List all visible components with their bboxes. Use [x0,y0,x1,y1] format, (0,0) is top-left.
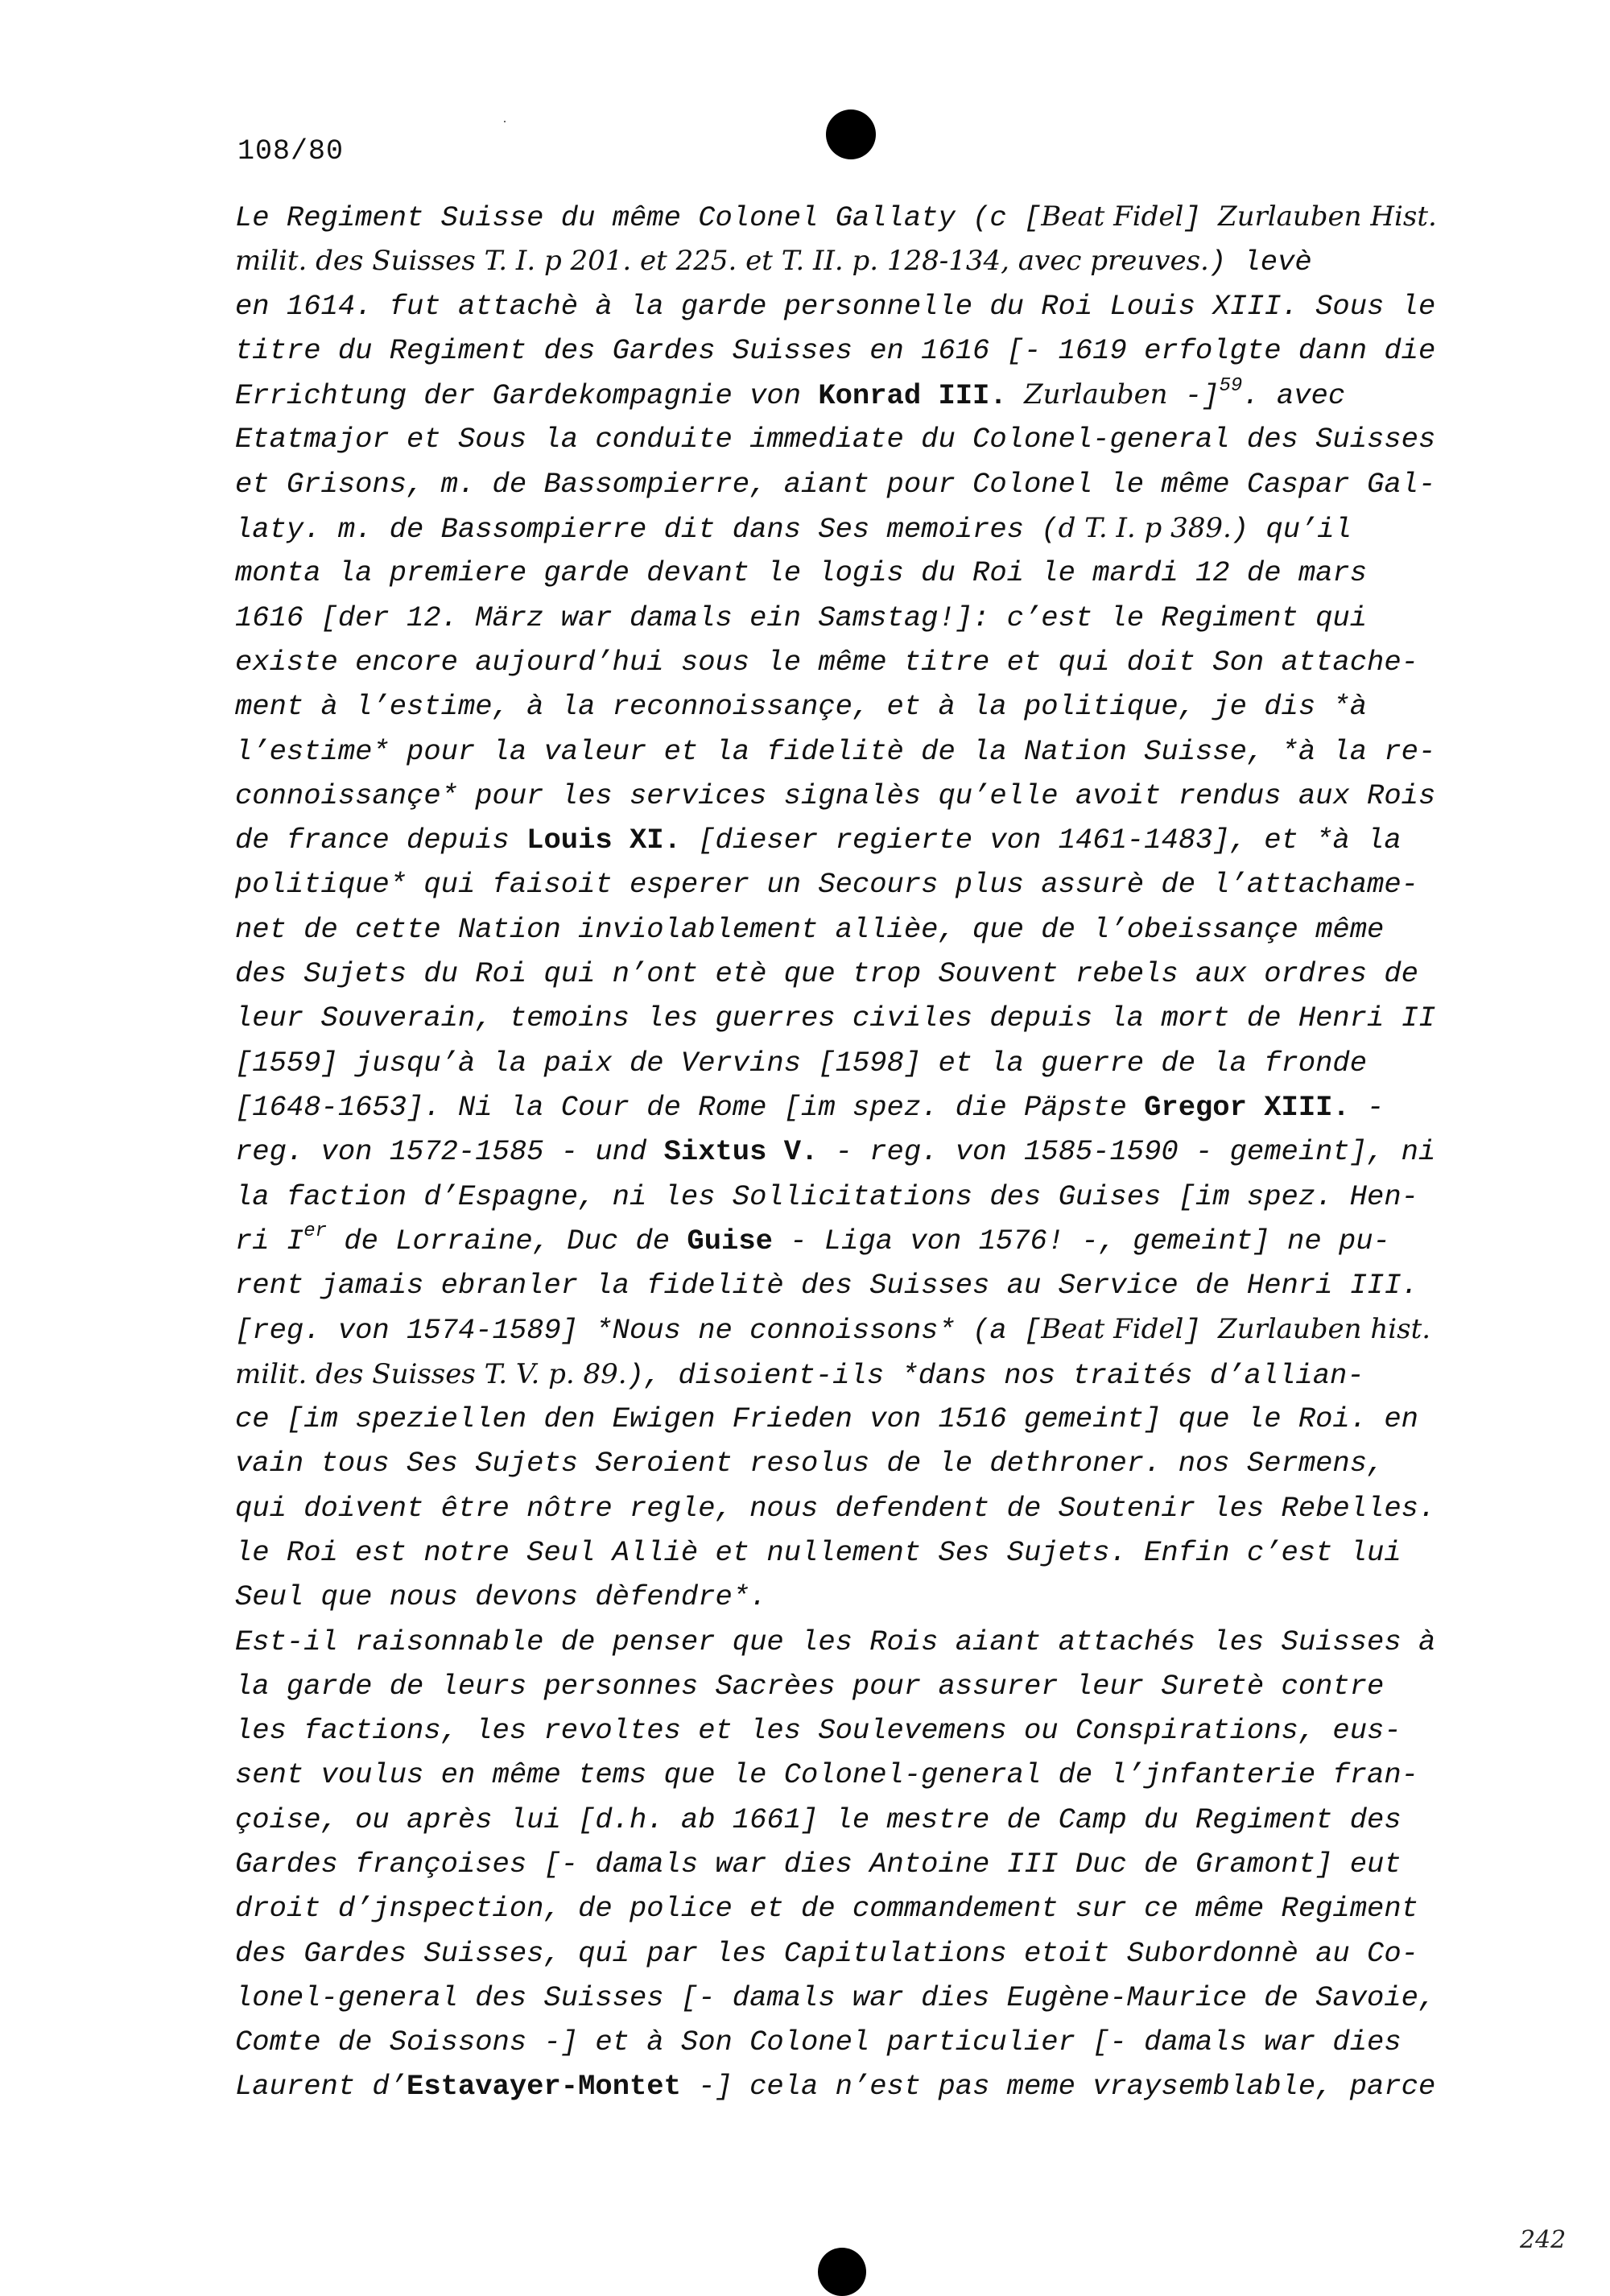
text-line [235,1219,1475,1263]
text-run: laty. m. de Bassompierre dit dans Ses memoires ( [235,513,1059,547]
text-run: Seul que nous devons dèfendre*. [235,1580,767,1614]
bold-name: Gregor XIII. [1144,1090,1350,1124]
punch-hole-bottom [818,2248,866,2296]
text-line [235,239,1475,283]
text-line [235,328,1475,373]
text-line [235,1886,1475,1931]
text-line [235,1620,1475,1664]
text-run: ri I [235,1224,304,1257]
text-line [235,774,1475,818]
text-line [235,1486,1475,1530]
text-line [235,1708,1475,1753]
text-line [235,1976,1475,2020]
text-line [235,1753,1475,1797]
text-run: existe encore aujourd’hui sous le même titre et qui doit Son attache- [235,645,1418,679]
text-line [235,862,1475,906]
text-run: la faction d’Espagne, ni les Sollicitations des Guises [im spez. Hen- [235,1179,1418,1213]
bold-name: Sixtus V. [663,1135,819,1169]
text-run: çoise, ou après lui [d.h. ab 1661] le mestre de Camp du Regiment des [235,1803,1402,1836]
text-run: l’estime* pour la valeur et la fidelitè de la Nation Suisse, *à la re- [235,734,1436,768]
text-run: qui doivent être nôtre regle, nous defendent de Soutenir les Rebelles. [235,1491,1436,1525]
text-run: des Sujets du Roi qui n’ont etè que trop Souvent rebels aux ordres de [235,957,1418,991]
text-run: -] [1167,379,1220,413]
superscript: 59 [1219,375,1243,398]
text-line [235,1263,1475,1307]
document-body [235,195,1475,2109]
text-run: ), disoient-ils *dans nos traités d’allian- [626,1358,1364,1392]
text-run: les factions, les revoltes et les Soulevemens ou Conspirations, eus- [235,1714,1402,1748]
text-run: - reg. von 1585-1590 - gemeint], ni [818,1135,1436,1169]
handwritten-insertion: d T. I. p 389. [1058,512,1232,545]
text-run: ) levè [1208,246,1312,279]
text-run: vain tous Ses Sujets Seroient resolus de le dethroner. nos Sermens, [235,1447,1385,1480]
text-line [235,596,1475,640]
text-line [235,1664,1475,1708]
text-run: connoissançe* pour les services signalès qu’elle avoit rendus aux Rois [235,778,1436,812]
text-line [235,1175,1475,1219]
text-line [235,952,1475,996]
text-line [235,1352,1475,1397]
text-line [235,1129,1475,1174]
text-run: des Gardes Suisses, qui par les Capitulations etoit Subordonnè au Co- [235,1936,1418,1970]
text-line [235,1842,1475,1886]
text-line [235,818,1475,862]
text-line [235,1397,1475,1441]
text-run: [reg. von 1574-1589] *Nous ne connoissons* (a [ [235,1314,1042,1348]
text-run: - Liga von 1576! -, gemeint] ne pu- [772,1224,1390,1257]
text-run: Errichtung der Gardekompagnie von [235,379,819,413]
text-run: en 1614. fut attachè à la garde personnelle du Roi Louis XIII. Sous le [235,289,1436,323]
bold-name: Konrad III. [818,379,1007,413]
text-run: titre du Regiment des Gardes Suisses en 1616 [- 1619 erfolgte dann die [235,333,1436,367]
punch-hole-top [826,109,876,159]
text-line [235,551,1475,595]
handwritten-insertion: Beat Fidel [1041,1313,1184,1346]
text-run: Etatmajor et Sous la conduite immediate du Colonel-general des Suisses [235,423,1436,456]
text-line [235,640,1475,684]
bold-name: Guise [687,1224,773,1257]
text-run: Comte de Soissons -] et à Son Colonel particulier [- damals war dies [235,2026,1402,2059]
text-run: la garde de leurs personnes Sacrèes pour assurer leur Suretè contre [235,1669,1385,1703]
text-run [1007,379,1024,412]
text-line [235,1931,1475,1976]
text-run: - [1349,1090,1385,1124]
text-line [235,417,1475,461]
text-run: Est-il raisonnable de penser que les Rois aiant attachés les Suisses à [235,1625,1436,1658]
text-run: [1648-1653]. Ni la Cour de Rome [im spez. die Päpste [235,1090,1145,1124]
text-line [235,195,1475,239]
text-line [235,684,1475,729]
text-line [235,2064,1475,2108]
text-run: Le Regiment Suisse du même Colonel Gallaty (c [ [235,201,1042,234]
bold-name: Estavayer-Montet [407,2070,681,2104]
text-run: ) qu’il [1231,513,1352,547]
text-run: de Lorraine, Duc de [327,1224,687,1257]
text-run: net de cette Nation inviolablement allièe, que de l’obeissançe même [235,912,1385,946]
handwritten-folio-number: 242 [1520,2226,1567,2254]
text-line [235,462,1475,506]
text-line [235,729,1475,774]
text-run: [1559] jusqu’à la paix de Vervins [1598] et la guerre de la fronde [235,1046,1368,1080]
text-line [235,284,1475,328]
text-run: rent jamais ebranler la fidelitè des Suisses au Service de Henri III. [235,1269,1418,1303]
page-number: 108/80 [237,135,345,167]
text-run: lonel-general des Suisses [- damals war dies Eugène-Maurice de Savoie, [235,1980,1436,2014]
text-line [235,996,1475,1040]
handwritten-insertion: Zurlauben Hist. [1217,200,1437,233]
handwritten-insertion: milit. des Suisses T. V. p. 89. [235,1357,627,1390]
text-line [235,1041,1475,1085]
text-line [235,1441,1475,1485]
text-run: politique* qui faisoit esperer un Secours plus assurè de l’attachame- [235,868,1418,902]
text-run: ce [im speziellen den Ewigen Frieden von 1516 gemeint] que le Roi. en [235,1402,1418,1436]
handwritten-insertion: Zurlauben hist. [1217,1313,1431,1346]
superscript: er [303,1220,328,1242]
text-line [235,1530,1475,1575]
text-run: reg. von 1572-1585 - und [235,1135,664,1169]
text-line [235,907,1475,952]
text-line [235,373,1475,417]
text-run: ] [1183,1314,1218,1348]
handwritten-insertion: Beat Fidel [1041,200,1184,233]
text-run: ment à l’estime, à la reconnoissançe, et à la politique, je dis *à [235,690,1368,724]
text-run: et Grisons, m. de Bassompierre, aiant pour Colonel le même Caspar Gal- [235,467,1436,501]
handwritten-insertion: milit. des Suisses T. I. p 201. et 225. et T. II. p. 128-134, avec preuves. [235,245,1209,278]
text-run: sent voulus en même tems que le Colonel-general de l’jnfanterie fran- [235,1758,1418,1792]
text-line [235,506,1475,551]
text-run: ] [1183,201,1218,234]
text-run: le Roi est notre Seul Alliè et nullement Ses Sujets. Enfin c’est lui [235,1535,1402,1569]
scan-speck [504,121,506,122]
text-line [235,1307,1475,1352]
text-run: monta la premiere garde devant le logis du Roi le mardi 12 de mars [235,556,1368,590]
text-run: de france depuis [235,824,527,857]
text-line [235,1575,1475,1619]
text-line [235,2020,1475,2064]
text-run: [dieser regierte von 1461-1483], et *à la [680,824,1402,857]
text-run: Gardes françoises [- damals war dies Antoine III Duc de Gramont] eut [235,1847,1402,1881]
text-run: 1616 [der 12. März war damals ein Samstag!]: c’est le Regiment qui [235,601,1368,634]
text-run: -] cela n’est pas meme vraysemblable, parce [680,2070,1436,2104]
text-line [235,1798,1475,1842]
text-run: droit d’jnspection, de police et de commandement sur ce même Regiment [235,1892,1418,1926]
text-run: Laurent d’ [235,2070,407,2104]
handwritten-insertion: Zurlauben [1023,378,1168,411]
text-run: . avec [1242,379,1346,413]
bold-name: Louis XI. [526,824,681,857]
text-run: leur Souverain, temoins les guerres civiles depuis la mort de Henri II [235,1001,1436,1035]
text-line [235,1085,1475,1129]
